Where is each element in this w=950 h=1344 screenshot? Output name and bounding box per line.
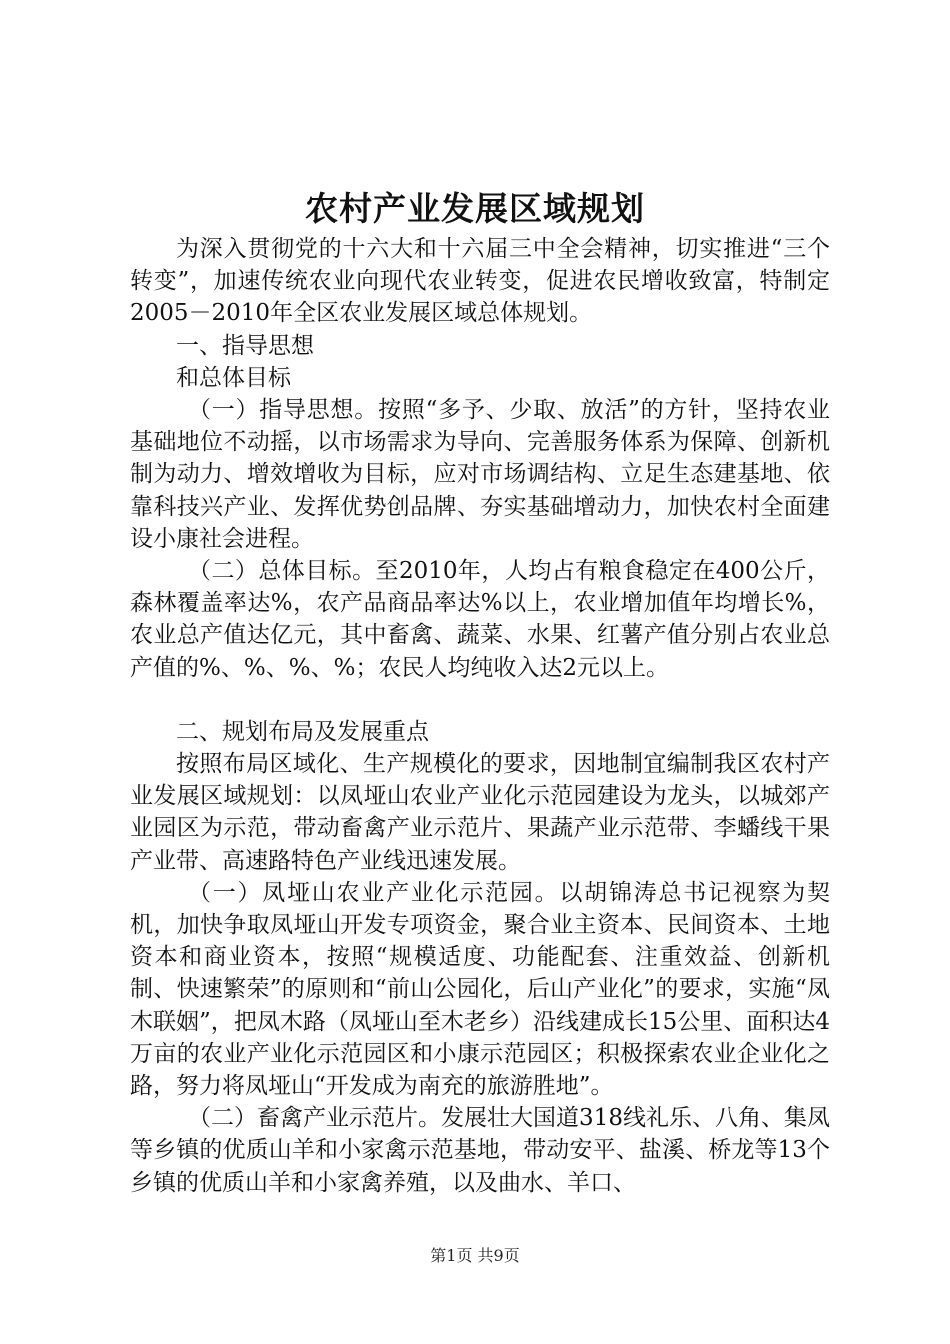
document-body (130, 233, 830, 1199)
fengyashan-park-paragraph: （一）凤垭山农业产业化示范园。以胡锦涛总书记视察为契机，加快争取凤垭山开发专项资金，聚合业主资本、民间资本、土地资本和商业资本，按照“规模适度、功能配套、注重效益、创新机制、快速繁荣”的原则和“前山公园化，后山产业化”的要求，实施“凤木联姻”，把凤木路（凤垭山至木老乡）沿线建成长15公里、面积达4万亩的农业产业化示范园区和小康示范园区；积极探索农业企业化之路，努力将凤垭山“开发成为南充的旅游胜地”。 (130, 879, 830, 1100)
overall-goal-paragraph: （二）总体目标。至2010年，人均占有粮食稳定在400公斤，森林覆盖率达%，农产品商品率达%以上，农业增加值年均增长%，农业总产值达亿元，其中畜禽、蔬菜、水果、红薯产值分别占农业总产值的%、%、%、%；农民人均纯收入达2元以上。 (130, 558, 830, 681)
paragraph-spacer (130, 684, 830, 716)
document-title: 农村产业发展区域规划 (305, 189, 645, 228)
guiding-thought-paragraph: （一）指导思想。按照“多予、少取、放活”的方针，坚持农业基础地位不动摇，以市场需求为导向、完善服务体系为保障、创新机制为动力、增效增收为目标，应对市场调结构、立足生态建基地、依靠科技兴产业、发挥优势创品牌、夯实基础增动力，加快农村全面建设小康社会进程。 (130, 397, 830, 552)
section-heading-2: 二、规划布局及发展重点 (176, 718, 429, 745)
section-heading-1: 一、指导思想 (176, 332, 314, 359)
page-footer: 第1页 共9页 (430, 1246, 520, 1265)
section-heading-1-continued: 和总体目标 (176, 364, 291, 391)
layout-overview-paragraph: 按照布局区域化、生产规模化的要求，因地制宜编制我区农村产业发展区域规划：以凤垭山农业产业化示范园建设为龙头，以城郊产业园区为示范，带动畜禽产业示范片、果蔬产业示范带、李蟠线干果产业带、高速路特色产业线迅速发展。 (130, 751, 830, 874)
livestock-zone-paragraph: （二）畜禽产业示范片。发展壮大国道318线礼乐、八角、集凤等乡镇的优质山羊和小家禽示范基地，带动安平、盐溪、桥龙等13个乡镇的优质山羊和小家禽养殖，以及曲水、羊口、 (130, 1105, 830, 1196)
intro-paragraph: 为深入贯彻党的十六大和十六届三中全会精神，切实推进“三个转变”，加速传统农业向现代农业转变，促进农民增收致富，特制定2005－2010年全区农业发展区域总体规划。 (130, 236, 830, 327)
